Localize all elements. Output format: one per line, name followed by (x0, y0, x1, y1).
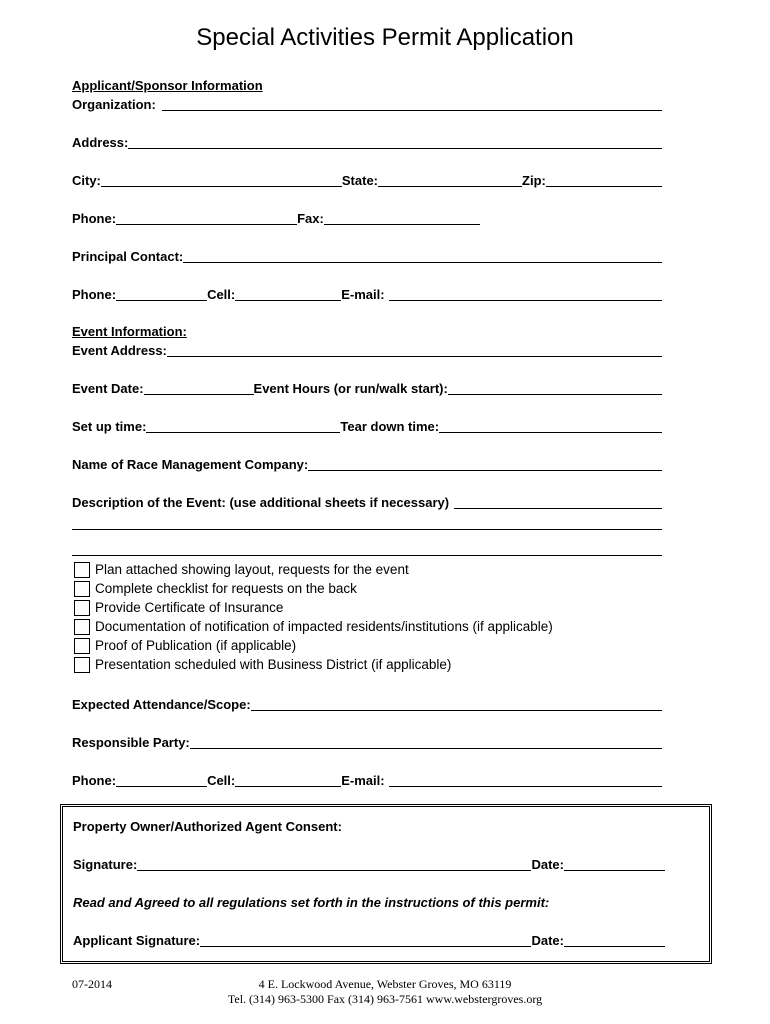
applicant-section-heading (72, 75, 662, 93)
responsible-cell-field[interactable] (235, 772, 341, 787)
setup-label: Set up time: (72, 419, 147, 434)
zip-field[interactable] (546, 172, 662, 187)
organization-row (72, 94, 662, 112)
applicant-phone-field[interactable] (116, 286, 207, 301)
event-address-row (72, 340, 662, 358)
city-field[interactable] (101, 172, 342, 187)
principal-contact-field[interactable] (183, 248, 662, 263)
event-address-field[interactable] (167, 342, 662, 357)
checklist-item-label: Documentation of notification of impacted residents/institutions (if applicable) (95, 619, 553, 634)
description-field[interactable] (454, 494, 662, 509)
event-hours-label: Event Hours (or run/walk start): (253, 381, 448, 396)
date-label: Date: (531, 857, 564, 872)
checklist-item (74, 636, 553, 655)
teardown-field[interactable] (439, 418, 662, 433)
description-label: Description of the Event: (use additional sheets if necessary) (72, 495, 450, 510)
phone-label: Phone: (72, 211, 117, 226)
checklist (74, 560, 553, 674)
agreement-row (73, 892, 665, 910)
email-label: E-mail: (341, 287, 385, 302)
address-field[interactable] (128, 134, 662, 149)
city-label: City: (72, 173, 101, 188)
description-row (72, 492, 662, 510)
checkbox[interactable] (74, 657, 90, 673)
checklist-item-label: Complete checklist for requests on the back (95, 581, 357, 596)
event-section-heading (72, 321, 662, 339)
responsible-email-field[interactable] (389, 772, 662, 787)
applicant-heading-text: Applicant/Sponsor Information (72, 78, 263, 93)
address-row (72, 132, 662, 150)
footer-address: 4 E. Lockwood Avenue, Webster Groves, MO 63119 (258, 977, 512, 991)
teardown-label: Tear down time: (340, 419, 440, 434)
applicant-cell-field[interactable] (235, 286, 341, 301)
owner-date-field[interactable] (564, 856, 665, 871)
checklist-item (74, 617, 553, 636)
checkbox[interactable] (74, 638, 90, 654)
checklist-item (74, 560, 553, 579)
footer-contact: Tel. (314) 963-5300 Fax (314) 963-7561 www.webstergroves.org (227, 992, 543, 1006)
zip-label: Zip: (522, 173, 546, 188)
checklist-item-label: Presentation scheduled with Business District (if applicable) (95, 657, 452, 672)
date-label: Date: (531, 933, 564, 948)
email-label: E-mail: (341, 773, 385, 788)
phone-fax-row (72, 208, 662, 226)
phone-field[interactable] (116, 210, 297, 225)
description-line-3[interactable] (72, 555, 662, 556)
race-company-label: Name of Race Management Company: (72, 457, 309, 472)
cell-label: Cell: (207, 287, 236, 302)
checkbox[interactable] (74, 581, 90, 597)
fax-field[interactable] (324, 210, 480, 225)
event-address-label: Event Address: (72, 343, 167, 358)
state-field[interactable] (378, 172, 522, 187)
responsible-party-field[interactable] (190, 734, 662, 749)
race-company-row (72, 454, 662, 472)
description-line-2[interactable] (72, 529, 662, 530)
checklist-item (74, 655, 553, 674)
city-state-zip-row (72, 170, 662, 188)
event-heading-text: Event Information: (72, 324, 187, 339)
page-title: Special Activities Permit Application (196, 24, 574, 51)
cell-label: Cell: (207, 773, 236, 788)
event-date-hours-row (72, 378, 662, 396)
race-company-field[interactable] (308, 456, 662, 471)
checklist-item-label: Plan attached showing layout, requests for the event (95, 562, 409, 577)
event-date-field[interactable] (144, 380, 254, 395)
applicant-date-field[interactable] (564, 932, 665, 947)
attendance-field[interactable] (251, 696, 662, 711)
consent-box (60, 804, 712, 964)
applicant-email-field[interactable] (389, 286, 662, 301)
consent-heading-row (73, 816, 665, 834)
address-label: Address: (72, 135, 129, 150)
checklist-item (74, 598, 553, 617)
principal-contact-row (72, 246, 662, 264)
checkbox[interactable] (74, 600, 90, 616)
principal-contact-label: Principal Contact: (72, 249, 184, 264)
checklist-item-label: Proof of Publication (if applicable) (95, 638, 297, 653)
applicant-phone-cell-email-row (72, 284, 662, 302)
responsible-phone-field[interactable] (116, 772, 207, 787)
checkbox[interactable] (74, 562, 90, 578)
signature-label: Signature: (73, 857, 138, 872)
fax-label: Fax: (297, 211, 324, 226)
applicant-signature-field[interactable] (200, 932, 531, 947)
event-date-label: Event Date: (72, 381, 144, 396)
organization-label: Organization: (72, 97, 156, 112)
state-label: State: (341, 173, 379, 188)
responsible-party-row (72, 732, 662, 750)
owner-signature-field[interactable] (137, 856, 531, 871)
organization-field[interactable] (162, 96, 662, 111)
applicant-signature-row (73, 930, 665, 948)
phone-label: Phone: (72, 287, 117, 302)
consent-heading: Property Owner/Authorized Agent Consent: (73, 819, 342, 834)
checklist-item (74, 579, 553, 598)
owner-signature-row (73, 854, 665, 872)
checklist-item-label: Provide Certificate of Insurance (95, 600, 284, 615)
responsible-party-label: Responsible Party: (72, 735, 190, 750)
agreement-text: Read and Agreed to all regulations set forth in the instructions of this permit: (73, 895, 550, 910)
setup-teardown-row (72, 416, 662, 434)
attendance-label: Expected Attendance/Scope: (72, 697, 251, 712)
setup-field[interactable] (146, 418, 340, 433)
checkbox[interactable] (74, 619, 90, 635)
attendance-row (72, 694, 662, 712)
applicant-signature-label: Applicant Signature: (73, 933, 201, 948)
responsible-phone-cell-email-row (72, 770, 662, 788)
form-revision-code: 07-2014 (72, 977, 112, 991)
phone-label: Phone: (72, 773, 117, 788)
event-hours-field[interactable] (448, 380, 662, 395)
